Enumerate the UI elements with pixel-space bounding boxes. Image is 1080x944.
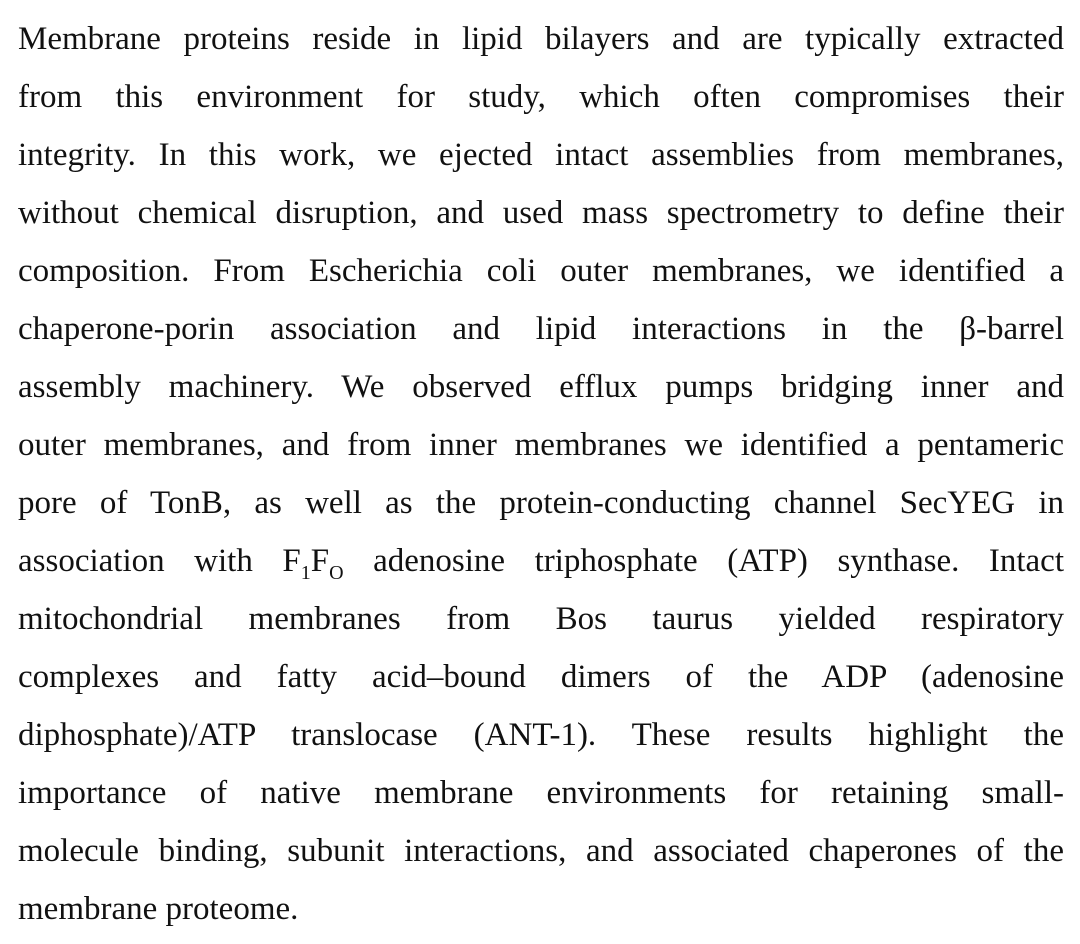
abstract-line-9: pore of TonB, as well as the protein-conducting channel SecYEG in <box>18 485 1064 521</box>
abstract-line-1: Membrane proteins reside in lipid bilayers and are typically extracted <box>18 21 1064 57</box>
abstract-line-2: from this environment for study, which often compromises their <box>18 79 1064 115</box>
atp-line-mid: F <box>310 543 330 579</box>
abstract-line-16: membrane proteome. <box>18 891 299 927</box>
atp-line-after: adenosine triphosphate (ATP) synthase. Intact <box>343 543 1064 579</box>
abstract-line-15: molecule binding, subunit interactions, and associated chaperones of the <box>18 833 1064 869</box>
abstract-line-10 <box>18 532 1064 590</box>
abstract-line-11: mitochondrial membranes from Bos taurus yielded respiratory <box>18 601 1064 637</box>
abstract-line-3: integrity. In this work, we ejected intact assemblies from membranes, <box>18 137 1064 173</box>
abstract-line-14: importance of native membrane environments for retaining small- <box>18 775 1064 811</box>
abstract-line-4: without chemical disruption, and used mass spectrometry to define their <box>18 195 1064 231</box>
abstract-line-5: composition. From Escherichia coli outer membranes, we identified a <box>18 253 1064 289</box>
abstract-line-6: chaperone-porin association and lipid interactions in the β-barrel <box>18 311 1064 347</box>
abstract-line-8: outer membranes, and from inner membranes we identified a pentameric <box>18 427 1064 463</box>
atp-line-before: association with F <box>18 543 301 579</box>
abstract-line-13: diphosphate)/ATP translocase (ANT-1). These results highlight the <box>18 717 1064 753</box>
subscript-o: O <box>329 562 344 584</box>
subscript-1: 1 <box>300 562 311 584</box>
abstract-line-7: assembly machinery. We observed efflux pumps bridging inner and <box>18 369 1064 405</box>
abstract-line-12: complexes and fatty acid–bound dimers of the ADP (adenosine <box>18 659 1064 695</box>
abstract-text <box>18 10 1064 938</box>
